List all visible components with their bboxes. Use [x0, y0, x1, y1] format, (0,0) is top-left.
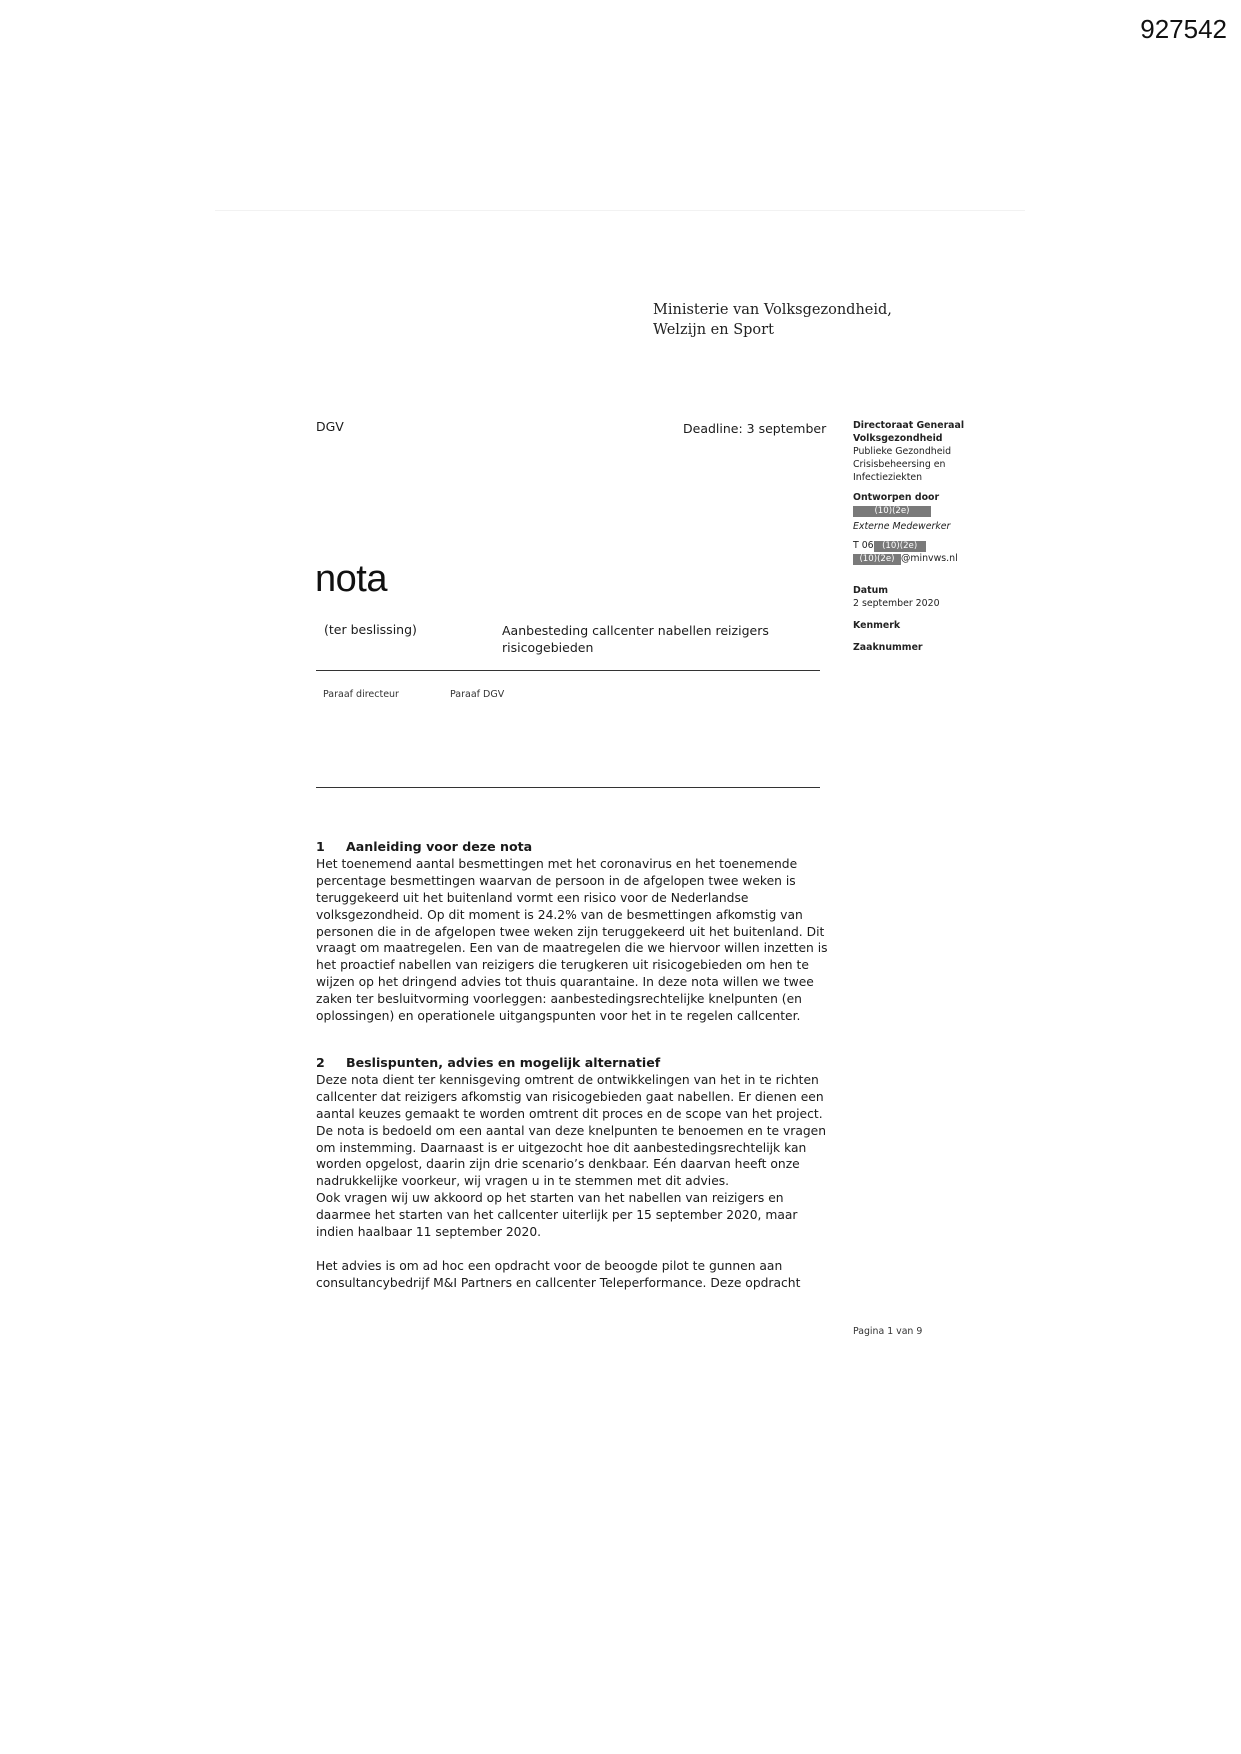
section-1-line: vraagt om maatregelen. Een van de maatregelen die we hiervoor willen inzetten is — [316, 941, 828, 956]
section-2-line: callcenter dat reizigers afkomstig van risicogebieden gaat nabellen. Er dienen een — [316, 1089, 824, 1104]
section-2-line: consultancybedrijf M&I Partners en callcenter Teleperformance. Deze opdracht — [316, 1275, 801, 1290]
sidebar-dept-3: Infectieziekten — [853, 472, 923, 483]
document-subject — [502, 622, 802, 656]
paraaf-dgv-label: Paraaf DGV — [450, 689, 505, 700]
section-2-line: om instemming. Daarnaast is er uitgezocht hoe dit aanbestedingsrechtelijk kan — [316, 1140, 807, 1155]
paraaf-director-label: Paraaf directeur — [323, 689, 399, 700]
section-1-line: wijzen op het dringend advies tot thuis quarantaine. In deze nota willen we twee — [316, 975, 814, 990]
section-2-line: daarmee het starten van het callcenter uiterlijk per 15 september 2020, maar — [316, 1208, 798, 1223]
sidebar-kenmerk-label: Kenmerk — [853, 620, 901, 631]
section-1-line: oplossingen) en operationele uitgangspunten voor het in te regelen callcenter. — [316, 1009, 801, 1024]
document-title: nota — [315, 558, 387, 600]
sidebar-date-value: 2 september 2020 — [853, 598, 940, 609]
page-number: Pagina 1 van 9 — [853, 1326, 923, 1337]
section-1-number: 1 — [316, 839, 325, 854]
ministry-line-2: Welzijn en Sport — [653, 322, 774, 338]
section-2-heading — [316, 1055, 846, 1072]
section-2-line — [316, 1241, 846, 1258]
sidebar-dept-2: Crisisbeheersing en — [853, 459, 946, 470]
sidebar-org-1: Directoraat Generaal — [853, 420, 965, 431]
deadline: Deadline: 3 september — [683, 421, 827, 436]
department-code: DGV — [316, 419, 344, 434]
sidebar-phone-prefix: T 06 — [853, 540, 874, 551]
section-1-line: zaken ter besluitvorming voorleggen: aanbestedingsrechtelijke knelpunten (en — [316, 992, 802, 1007]
sidebar-zaaknummer-label: Zaaknummer — [853, 642, 923, 653]
document-subtitle: (ter beslissing) — [324, 622, 417, 637]
divider-top — [316, 670, 820, 671]
section-2-line: nadrukkelijke voorkeur, wij vragen u in te stemmen met dit advies. — [316, 1174, 730, 1189]
section-1 — [316, 839, 846, 1025]
sidebar-org-2: Volksgezondheid — [853, 433, 943, 444]
section-1-line: volksgezondheid. Op dit moment is 24.2% van de besmettingen afkomstig van — [316, 907, 803, 922]
section-1-line: teruggekeerd uit het buitenland vormt een risico voor de Nederlandse — [316, 890, 749, 905]
divider-bottom — [316, 787, 820, 788]
redaction-box: (10)(2e) — [853, 506, 931, 517]
section-1-line: het proactief nabellen van reizigers die terugkeren uit risicogebieden om hen te — [316, 958, 809, 973]
section-2-number: 2 — [316, 1055, 325, 1070]
sidebar-dept-1: Publieke Gezondheid — [853, 446, 952, 457]
section-2 — [316, 1055, 846, 1292]
subject-line-2: risicogebieden — [502, 640, 594, 655]
section-1-line: percentage besmettingen waarvan de persoon in de afgelopen twee weken is — [316, 873, 796, 888]
section-2-title: Beslispunten, advies en mogelijk alternatief — [346, 1055, 661, 1070]
section-2-line: indien haalbaar 11 september 2020. — [316, 1225, 542, 1240]
sidebar-email-suffix: @minvws.nl — [901, 553, 958, 564]
section-2-line: Het advies is om ad hoc een opdracht voor de beoogde pilot te gunnen aan — [316, 1258, 783, 1273]
redaction-box: (10)(2e) — [853, 554, 901, 565]
page-border-line — [215, 210, 1025, 211]
document-number: 927542 — [1140, 14, 1227, 44]
sidebar-external-employee: Externe Medewerker — [853, 521, 951, 532]
sidebar-designed-by-label: Ontworpen door — [853, 492, 940, 503]
section-1-title: Aanleiding voor deze nota — [346, 839, 533, 854]
section-1-line: Het toenemend aantal besmettingen met het coronavirus en het toenemende — [316, 856, 798, 871]
ministry-logo-text — [653, 300, 892, 340]
section-2-line: worden opgelost, daarin zijn drie scenario’s denkbaar. Eén daarvan heeft onze — [316, 1157, 800, 1172]
sidebar-date-label: Datum — [853, 585, 889, 596]
section-2-line: De nota is bedoeld om een aantal van deze knelpunten te benoemen en te vragen — [316, 1123, 827, 1138]
section-1-heading — [316, 839, 846, 856]
redaction-box: (10)(2e) — [874, 541, 926, 552]
section-2-line: aantal keuzes gemaakt te worden omtrent dit proces en de scope van het project. — [316, 1106, 823, 1121]
section-1-line: personen die in de afgelopen twee weken zijn teruggekeerd uit het buitenland. Dit — [316, 924, 825, 939]
section-2-line: Deze nota dient ter kennisgeving omtrent de ontwikkelingen van het in te richten — [316, 1072, 819, 1087]
ministry-line-1: Ministerie van Volksgezondheid, — [653, 302, 892, 318]
section-2-line: Ook vragen wij uw akkoord op het starten van het nabellen van reizigers en — [316, 1191, 784, 1206]
subject-line-1: Aanbesteding callcenter nabellen reizigers — [502, 623, 769, 638]
sidebar-meta — [853, 419, 1003, 654]
